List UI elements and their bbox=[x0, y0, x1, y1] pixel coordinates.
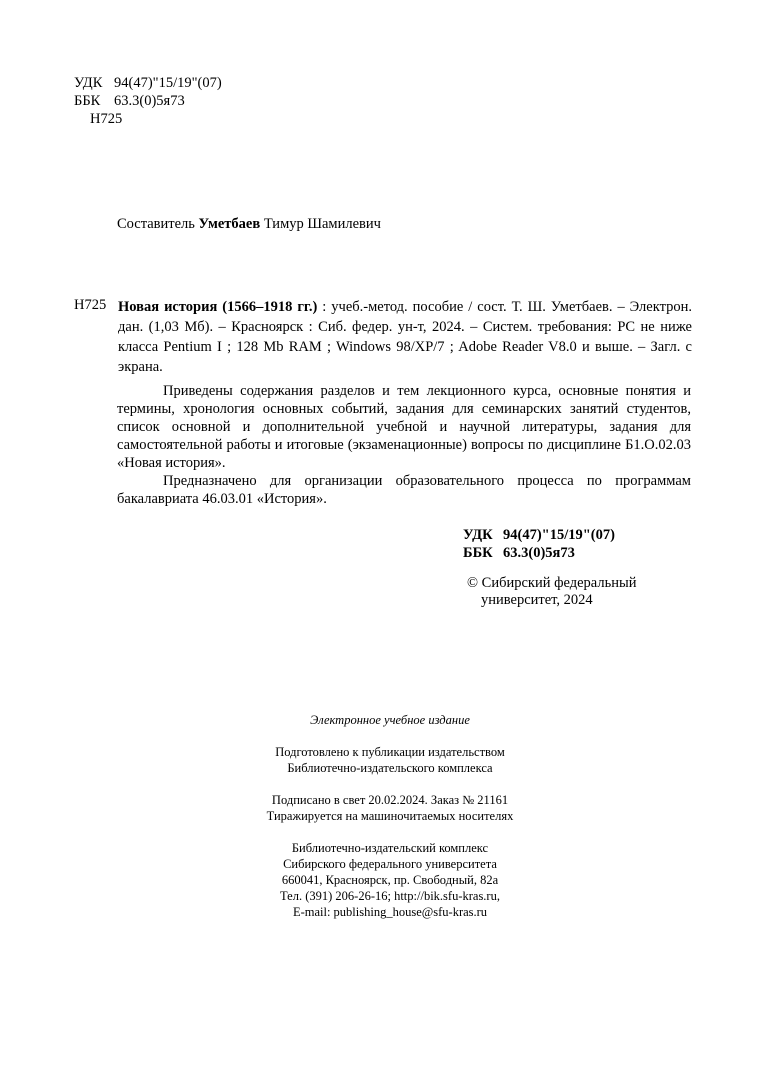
signed-line: Подписано в свет 20.02.2024. Заказ № 21161 bbox=[271, 793, 509, 807]
bbk-label: ББК bbox=[74, 93, 101, 109]
classification-codes-right bbox=[463, 526, 615, 562]
imprint bbox=[180, 712, 600, 920]
edition-type: Электронное учебное издание bbox=[310, 713, 470, 727]
copyright-notice bbox=[467, 575, 636, 609]
compiler-surname: Уметбаев bbox=[198, 216, 261, 232]
compiler-line bbox=[117, 216, 381, 233]
udk-value-right: 94(47)"15/19"(07) bbox=[503, 527, 615, 543]
abstract-paragraph-2: Предназначено для организации образовательного процесса по программам бакалавриата 46.03.01 «История». bbox=[117, 473, 691, 507]
publisher-phone: Тел. (391) 206-26-16; http://bik.sfu-kras.ru, bbox=[280, 889, 500, 903]
udk-line-right bbox=[463, 526, 615, 544]
publisher-line-1: Библиотечно-издательский комплекс bbox=[291, 841, 489, 855]
abstract-paragraph-1: Приведены содержания разделов и тем лекционного курса, основные понятия и термины, хронология основных событий, задания для семинарских занятий студентов, список основной и дополнительной учебной и научной литературы, задания для самостоятельной работы и итоговые (экзаменационные) вопросы по дисциплине Б1.О.02.03 «Новая история». bbox=[117, 383, 691, 471]
prepared-line-1: Подготовлено к публикации издательством bbox=[275, 745, 505, 759]
bbk-line bbox=[74, 92, 222, 110]
bbk-value-right: 63.3(0)5я73 bbox=[503, 545, 575, 561]
udk-value: 94(47)"15/19"(07) bbox=[114, 75, 222, 91]
classification-codes bbox=[74, 74, 222, 128]
publisher-address: 660041, Красноярск, пр. Свободный, 82а bbox=[281, 873, 499, 887]
publisher-email: E-mail: publishing_house@sfu-kras.ru bbox=[292, 905, 488, 919]
prepared-line-2: Библиотечно-издательского комплекса bbox=[287, 761, 493, 775]
bbk-line-right bbox=[463, 544, 615, 562]
book-description: : учеб.-метод. пособие / сост. Т. Ш. Уметбаев. – Электрон. дан. (1,03 Мб). – Красноярск : Сиб. федер. ун-т, 2024. – Систем. требования: PC не ниже класса Pentium I ; 128 Mb RAM ; Windows 98/XP/7 ; Adobe Reader V8.0 и выше. – Загл. с экрана. bbox=[118, 299, 692, 375]
bbk-label-right: ББК bbox=[463, 545, 493, 561]
udk-label: УДК bbox=[74, 75, 103, 91]
abstract bbox=[117, 382, 691, 508]
udk-line bbox=[74, 74, 222, 92]
bbk-value: 63.3(0)5я73 bbox=[114, 93, 185, 109]
bibliographic-description bbox=[118, 297, 692, 377]
replicated-line: Тиражируется на машиночитаемых носителях bbox=[266, 809, 514, 823]
book-title: Новая история (1566–1918 гг.) bbox=[118, 299, 318, 315]
udk-label-right: УДК bbox=[463, 527, 493, 543]
compiler-given-names: Тимур Шамилевич bbox=[263, 216, 381, 232]
bibliographic-code: Н725 bbox=[74, 297, 107, 313]
publisher-line-2: Сибирского федерального университета bbox=[283, 857, 497, 871]
copyright-line-2: университет, 2024 bbox=[481, 592, 593, 608]
copyright-line-1: © Сибирский федеральный bbox=[467, 575, 637, 591]
compiler-label: Составитель bbox=[117, 216, 195, 232]
author-sign: Н725 bbox=[90, 111, 123, 127]
